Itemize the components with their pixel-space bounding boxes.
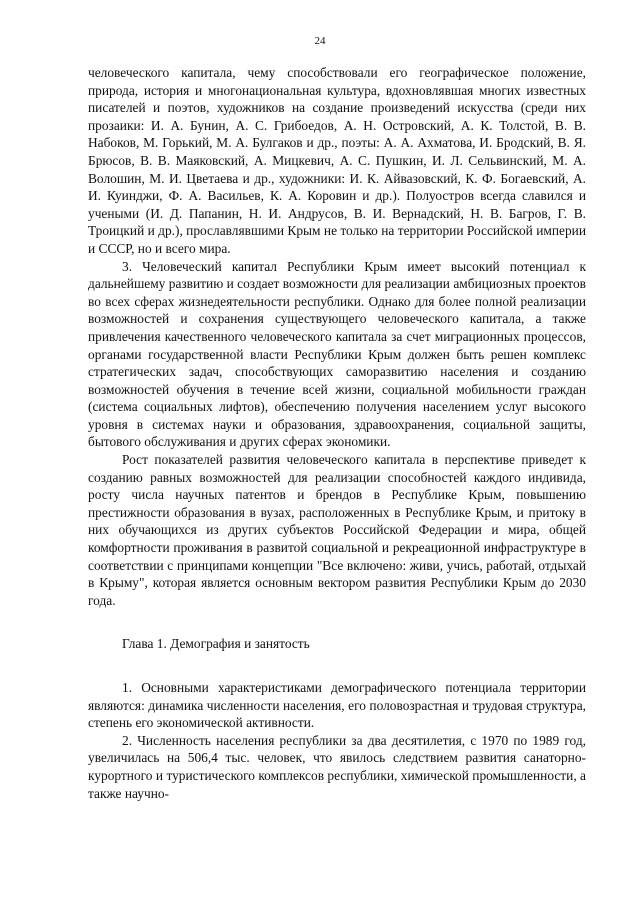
page-number: 24: [314, 35, 326, 47]
paragraph-growth: Рост показателей развития человеческого капитала в перспективе приведет к созданию равных возможностей для реализации способностей каждого индивида, росту числа научных патентов и брендов в Республике Крым, повышению престижности образования в вузах, расположенных в Республике Крым, и притоку в них обучающихся из других субъектов Российской Федерации и мира, общей комфортности проживания в развитой социальной и рекреационной инфраструктуре в соответствии с принципами концепции "Все включено: живи, учись, работай, отдыхай в Крыму", которая является основным вектором развития Республики Крым до 2030 года.: [88, 452, 586, 608]
paragraph-continuation: человеческого капитала, чему способствовали его географическое положение, природа, история и многонациональная культура, вдохновлявшая многих известных писателей и поэтов, художников на создание произведений искусства (среди них прозаики: И. А. Бунин, А. С. Грибоедов, А. Н. Островский, А. К. Толстой, В. В. Набоков, М. Горький, М. А. Булгаков и др., поэты: А. А. Ахматова, И. Бродский, В. Я. Брюсов, В. В. Маяковский, А. Мицкевич, А. С. Пушкин, И. Л. Сельвинский, М. А. Волошин, М. И. Цветаева и др., художники: И. К. Айвазовский, К. Ф. Богаевский, А. И. Куинджи, Ф. А. Васильев, К. А. Коровин и др.). Полуостров всегда славился и учеными (И. Д. Папанин, Н. И. Андрусов, В. И. Вернадский, Н. В. Багров, Г. В. Троицкий и др.), прославлявшими Крым не только на территории Российской империи и СССР, но и всего мира.: [88, 65, 586, 256]
chapter-paragraph-1: 1. Основными характеристиками демографического потенциала территории являются: динамика численности населения, его половозрастная и трудовая структура, степень его экономической активности.: [88, 680, 586, 731]
chapter-heading: Глава 1. Демография и занятость: [122, 636, 310, 652]
chapter-paragraph-2: 2. Численность населения республики за два десятилетия, с 1970 по 1989 год, увеличилась на 506,4 тыс. человек, что явилось следствием развития санаторно-курортного и туристического комплексов республики, химической промышленности, а также научно-: [88, 732, 586, 801]
paragraph-item-3: 3. Человеческий капитал Республики Крым имеет высокий потенциал к дальнейшему развитию и создает возможности для реализации амбициозных проектов во всех сферах жизнедеятельности республики. Однако для более полной реализации возможностей и сохранения существующего человеческого капитала, а также привлечения качественного человеческого капитала за счет миграционных процессов, органами государственной власти Республики Крым должен быть решен комплекс стратегических задач, способствующих саморазвитию населения и созданию возможностей обучения в течение всей жизни, социальной мобильности граждан (система социальных лифтов), обеспечению получения населением услуг высокого уровня в системах науки и образования, здравоохранения, социальной защиты, бытового обслуживания и других сферах экономики.: [88, 258, 586, 450]
page-content: [88, 64, 586, 802]
